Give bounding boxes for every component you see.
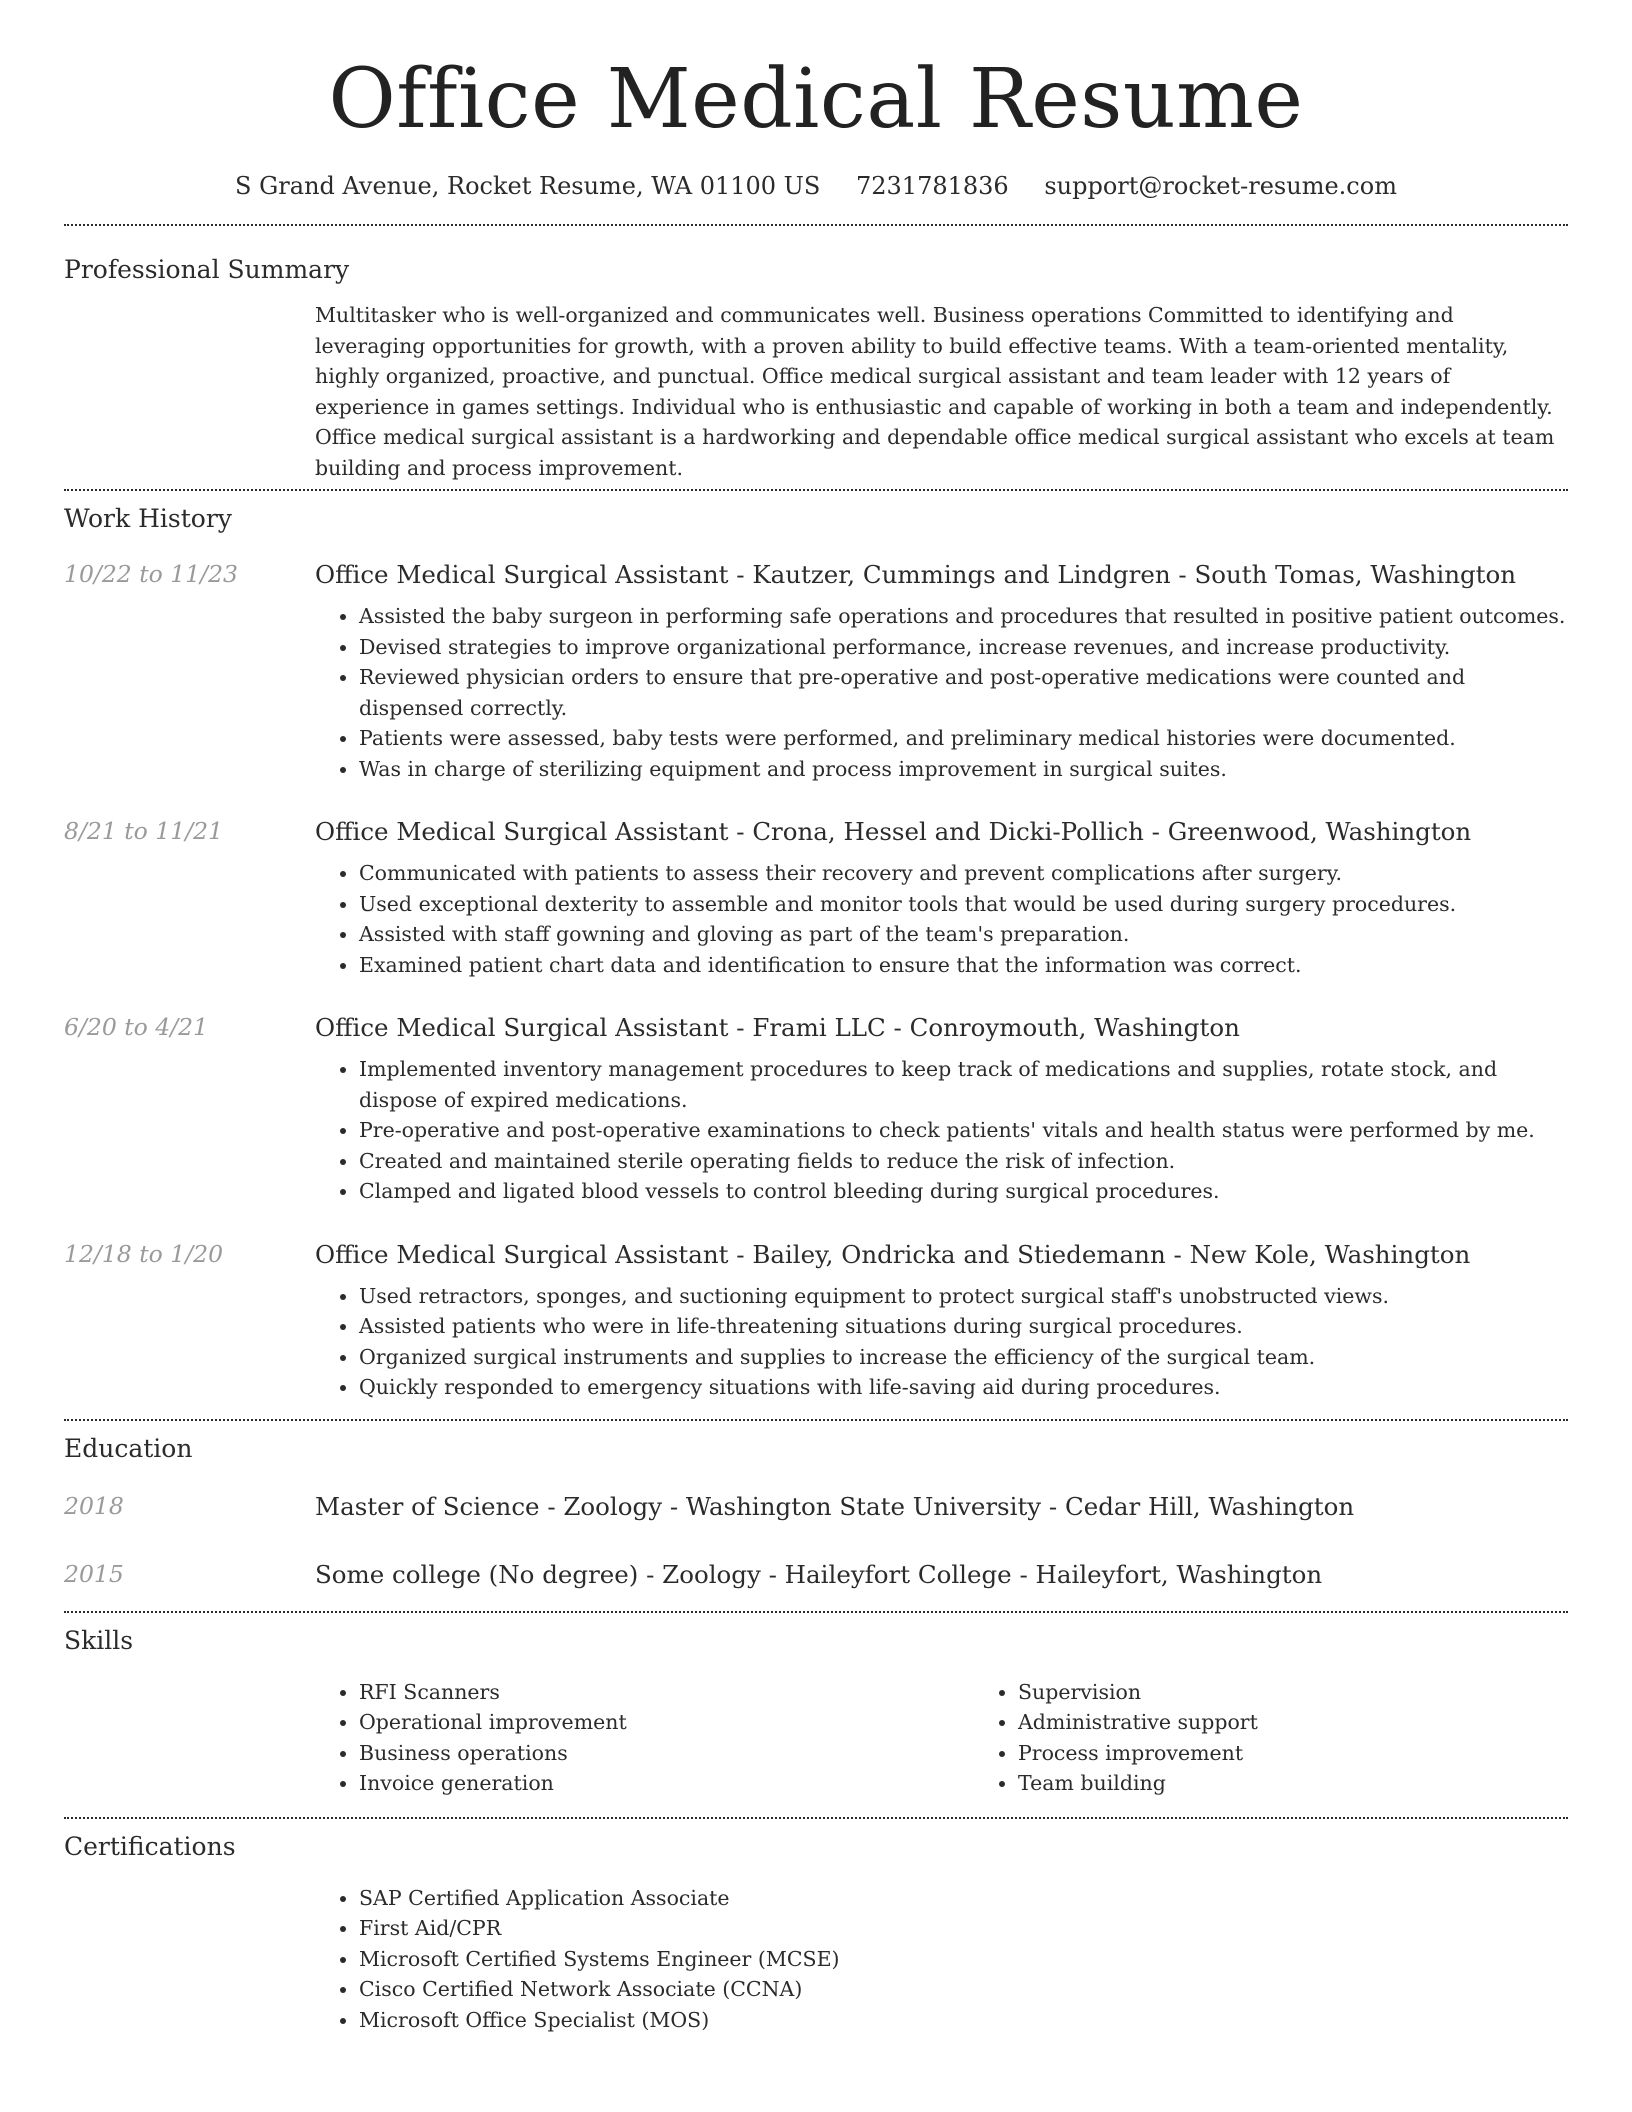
resume-name: Office Medical Resume — [328, 52, 1304, 147]
job-bullet: • Created and maintained sterile operating fields to reduce the risk of infection. — [359, 1146, 1568, 1177]
job-title: Office Medical Surgical Assistant - Bailey, Ondricka and Stiedemann - New Kole, Washington — [315, 1239, 1471, 1269]
section-title-education: Education — [64, 1433, 193, 1463]
job-bullet: • Patients were assessed, baby tests were performed, and preliminary medical histories were documented. — [359, 723, 1568, 754]
job-bullets — [315, 858, 1568, 980]
job-bullet: • Clamped and ligated blood vessels to control bleeding during surgical procedures. — [359, 1176, 1568, 1207]
education-entry — [64, 1491, 1568, 1523]
job-bullet: • Communicated with patients to assess their recovery and prevent complications after surgery. — [359, 858, 1568, 889]
contact-email: support@rocket-resume.com — [1044, 172, 1397, 200]
job-bullet: • Examined patient chart data and identification to ensure that the information was correct. — [359, 950, 1568, 981]
job-entry — [64, 816, 1568, 980]
certification-item: • First Aid/CPR — [359, 1913, 1568, 1944]
section-divider — [64, 1817, 1568, 1819]
job-bullet: • Reviewed physician orders to ensure that pre-operative and post-operative medications were counted and dispensed correctly. — [359, 662, 1568, 723]
job-bullet: • Devised strategies to improve organizational performance, increase revenues, and increase productivity. — [359, 632, 1568, 663]
job-bullet: • Used exceptional dexterity to assemble and monitor tools that would be used during surgery procedures. — [359, 889, 1568, 920]
education-year: 2018 — [64, 1491, 124, 1520]
section-divider — [64, 1419, 1568, 1421]
job-dates: 12/18 to 1/20 — [64, 1239, 224, 1268]
job-bullet: • Organized surgical instruments and supplies to increase the efficiency of the surgical team. — [359, 1342, 1568, 1373]
job-bullet: • Assisted the baby surgeon in performing safe operations and procedures that resulted in positive patient outcomes. — [359, 601, 1568, 632]
summary-text: Multitasker who is well-organized and communicates well. Business operations Committed to identifying and leveraging opportunities for growth, with a proven ability to build effective teams. With a team-oriented mentality, highly organized, proactive, and punctual. Office medical surgical assistant and team leader with 12 years of experience in games settings. Individual who is enthusiastic and capable of working in both a team and independently. Office medical surgical assistant is a hardworking and dependable office medical surgical assistant who excels at team building and process improvement. — [315, 303, 1555, 480]
skill-item: • Process improvement — [1018, 1738, 1632, 1769]
section-title-certifications: Certifications — [64, 1831, 236, 1861]
job-entry — [64, 1239, 1568, 1403]
job-bullet: • Implemented inventory management procedures to keep track of medications and supplies, rotate stock, and dispose of expired medications. — [359, 1054, 1568, 1115]
section-divider — [64, 1611, 1568, 1613]
job-bullet: • Assisted patients who were in life-threatening situations during surgical procedures. — [359, 1311, 1568, 1342]
skill-item: • Supervision — [1018, 1677, 1632, 1708]
education-title: Some college (No degree) - Zoology - Haileyfort College - Haileyfort, Washington — [315, 1559, 1323, 1589]
job-title: Office Medical Surgical Assistant - Kautzer, Cummings and Lindgren - South Tomas, Washington — [315, 560, 1517, 589]
job-entry — [64, 1012, 1568, 1207]
certification-item: • Microsoft Office Specialist (MOS) — [359, 2005, 1568, 2036]
job-bullet: • Pre-operative and post-operative examinations to check patients' vitals and health status were performed by me. — [359, 1115, 1568, 1146]
job-entry — [64, 559, 1568, 784]
job-title: Office Medical Surgical Assistant - Frami LLC - Conroymouth, Washington — [315, 1013, 1240, 1042]
job-bullets — [315, 601, 1568, 784]
job-bullet: • Assisted with staff gowning and gloving as part of the team's preparation. — [359, 919, 1568, 950]
certifications-row — [64, 1883, 1568, 2036]
contact-address: S Grand Avenue, Rocket Resume, WA 01100 US — [235, 172, 821, 200]
skill-item: • Operational improvement — [359, 1707, 974, 1738]
education-entry — [64, 1559, 1568, 1591]
section-title-skills: Skills — [64, 1625, 134, 1655]
section-divider — [64, 224, 1568, 226]
skills-row — [64, 1677, 1568, 1799]
skills-grid — [315, 1677, 1568, 1799]
certification-item: • SAP Certified Application Associate — [359, 1883, 1568, 1914]
skill-item: • Invoice generation — [359, 1768, 974, 1799]
summary-row — [64, 300, 1568, 483]
skill-item: • RFI Scanners — [359, 1677, 974, 1708]
skill-item: • Team building — [1018, 1768, 1632, 1799]
education-year: 2015 — [64, 1559, 124, 1588]
certification-item: • Cisco Certified Network Associate (CCNA) — [359, 1974, 1568, 2005]
job-bullet: • Was in charge of sterilizing equipment and process improvement in surgical suites. — [359, 754, 1568, 785]
skills-list-right — [974, 1677, 1632, 1799]
contact-info — [64, 170, 1568, 202]
section-title-summary: Professional Summary — [64, 255, 350, 284]
education-title: Master of Science - Zoology - Washington State University - Cedar Hill, Washington — [315, 1491, 1355, 1521]
skills-list-left — [315, 1677, 974, 1799]
certification-item: • Microsoft Certified Systems Engineer (MCSE) — [359, 1944, 1568, 1975]
job-bullet: • Used retractors, sponges, and suctioning equipment to protect surgical staff's unobstructed views. — [359, 1281, 1568, 1312]
contact-phone: 7231781836 — [855, 172, 1009, 200]
job-bullet: • Quickly responded to emergency situations with life-saving aid during procedures. — [359, 1372, 1568, 1403]
section-title-work: Work History — [64, 504, 232, 533]
certifications-list — [315, 1883, 1568, 2036]
job-bullets — [315, 1281, 1568, 1403]
job-dates: 8/21 to 11/21 — [64, 817, 224, 845]
skill-item: • Business operations — [359, 1738, 974, 1769]
section-divider — [64, 489, 1568, 491]
job-dates: 6/20 to 4/21 — [64, 1013, 209, 1041]
job-dates: 10/22 to 11/23 — [64, 560, 238, 588]
job-title: Office Medical Surgical Assistant - Crona, Hessel and Dicki-Pollich - Greenwood, Washington — [315, 817, 1472, 846]
job-bullets — [315, 1054, 1568, 1207]
skill-item: • Administrative support — [1018, 1707, 1632, 1738]
